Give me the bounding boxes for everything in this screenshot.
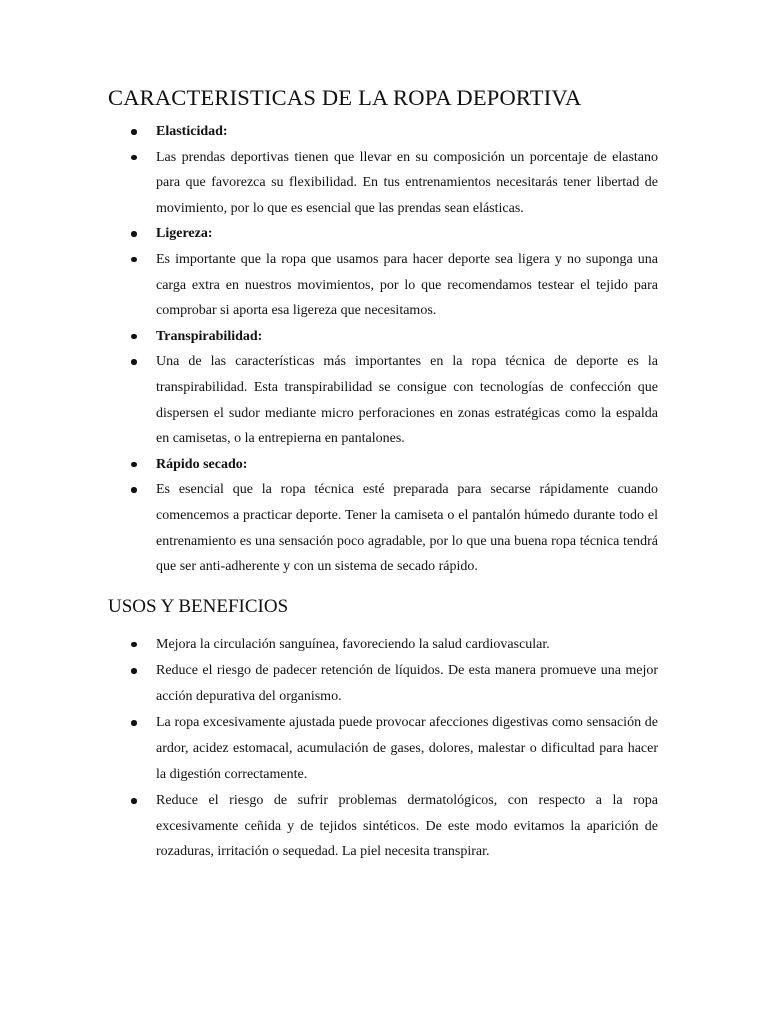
- list-item: [108, 710, 658, 787]
- characteristic-text: Es importante que la ropa que usamos para hacer deporte sea ligera y no suponga una carga extra en nuestros movimientos, por lo que recomendamos testear el tejido para comprobar si aporta esa ligereza que necesitamos.: [156, 251, 658, 319]
- page-title: CARACTERISTICAS DE LA ROPA DEPORTIVA: [108, 85, 582, 110]
- section-title: USOS Y BENEFICIOS: [108, 595, 289, 617]
- bullet-icon: [131, 334, 137, 340]
- characteristic-heading: Ligereza:: [156, 226, 213, 242]
- bullet-icon: [131, 720, 137, 726]
- benefit-text: Reduce el riesgo de padecer retención de líquidos. De esta manera promueve una mejor acción depurativa del organismo.: [156, 663, 658, 704]
- list-item: [108, 658, 658, 709]
- bullet-icon: [131, 668, 137, 674]
- list-item-heading: [108, 324, 658, 350]
- list-item-heading: [108, 452, 658, 478]
- benefits-list: [108, 632, 658, 865]
- characteristic-heading: Rápido secado:: [156, 456, 248, 472]
- list-item: [108, 632, 658, 658]
- bullet-icon: [131, 642, 137, 648]
- list-item: [108, 788, 658, 865]
- characteristic-heading: Elasticidad:: [156, 124, 228, 139]
- benefit-text: Reduce el riesgo de sufrir problemas dermatológicos, con respecto a la ropa excesivamente ceñida y de tejidos sintéticos. De este modo evitamos la aparición de rozaduras, irritación o sequedad. La piel necesita transpirar.: [156, 793, 658, 860]
- list-item-paragraph: [108, 247, 658, 324]
- characteristic-text: Una de las características más importantes en la ropa técnica de deporte es la transpirabilidad. Esta transpirabilidad se consigue con tecnologías de confección que dispersen el sudor mediante micro perforaciones en zonas estratégicas como la espalda en camisetas, o la entrepierna en pantalones.: [156, 354, 658, 447]
- characteristics-list: [108, 119, 658, 580]
- bullet-icon: [131, 462, 137, 468]
- list-item-heading: [108, 119, 658, 145]
- bullet-icon: [131, 359, 137, 365]
- bullet-icon: [131, 231, 137, 237]
- characteristic-text: Las prendas deportivas tienen que llevar en su composición un porcentaje de elastano para que favorezca su flexibilidad. En tus entrenamientos necesitarás tener libertad de movimiento, por lo que es esencial que las prendas sean elásticas.: [156, 149, 658, 216]
- characteristic-heading: Transpirabilidad:: [156, 328, 263, 344]
- list-item-paragraph: [108, 145, 658, 222]
- list-item-heading: [108, 221, 658, 247]
- bullet-icon: [131, 129, 137, 135]
- benefit-text: La ropa excesivamente ajustada puede provocar afecciones digestivas como sensación de ardor, acidez estomacal, acumulación de gases, dolores, malestar o dificultad para hacer la digestión correctamente.: [156, 715, 658, 782]
- bullet-icon: [131, 257, 137, 263]
- bullet-icon: [131, 798, 137, 804]
- list-item-paragraph: [108, 349, 658, 451]
- benefit-text: Mejora la circulación sanguínea, favoreciendo la salud cardiovascular.: [156, 636, 550, 652]
- bullet-icon: [131, 155, 137, 161]
- list-item-paragraph: [108, 477, 658, 579]
- bullet-icon: [131, 487, 137, 493]
- characteristic-text: Es esencial que la ropa técnica esté preparada para secarse rápidamente cuando comencemos a practicar deporte. Tener la camiseta o el pantalón húmedo durante todo el entrenamiento es una sensación poco agradable, por lo que una buena ropa técnica tendrá que ser anti-adherente y con un sistema de secado rápido.: [156, 482, 658, 575]
